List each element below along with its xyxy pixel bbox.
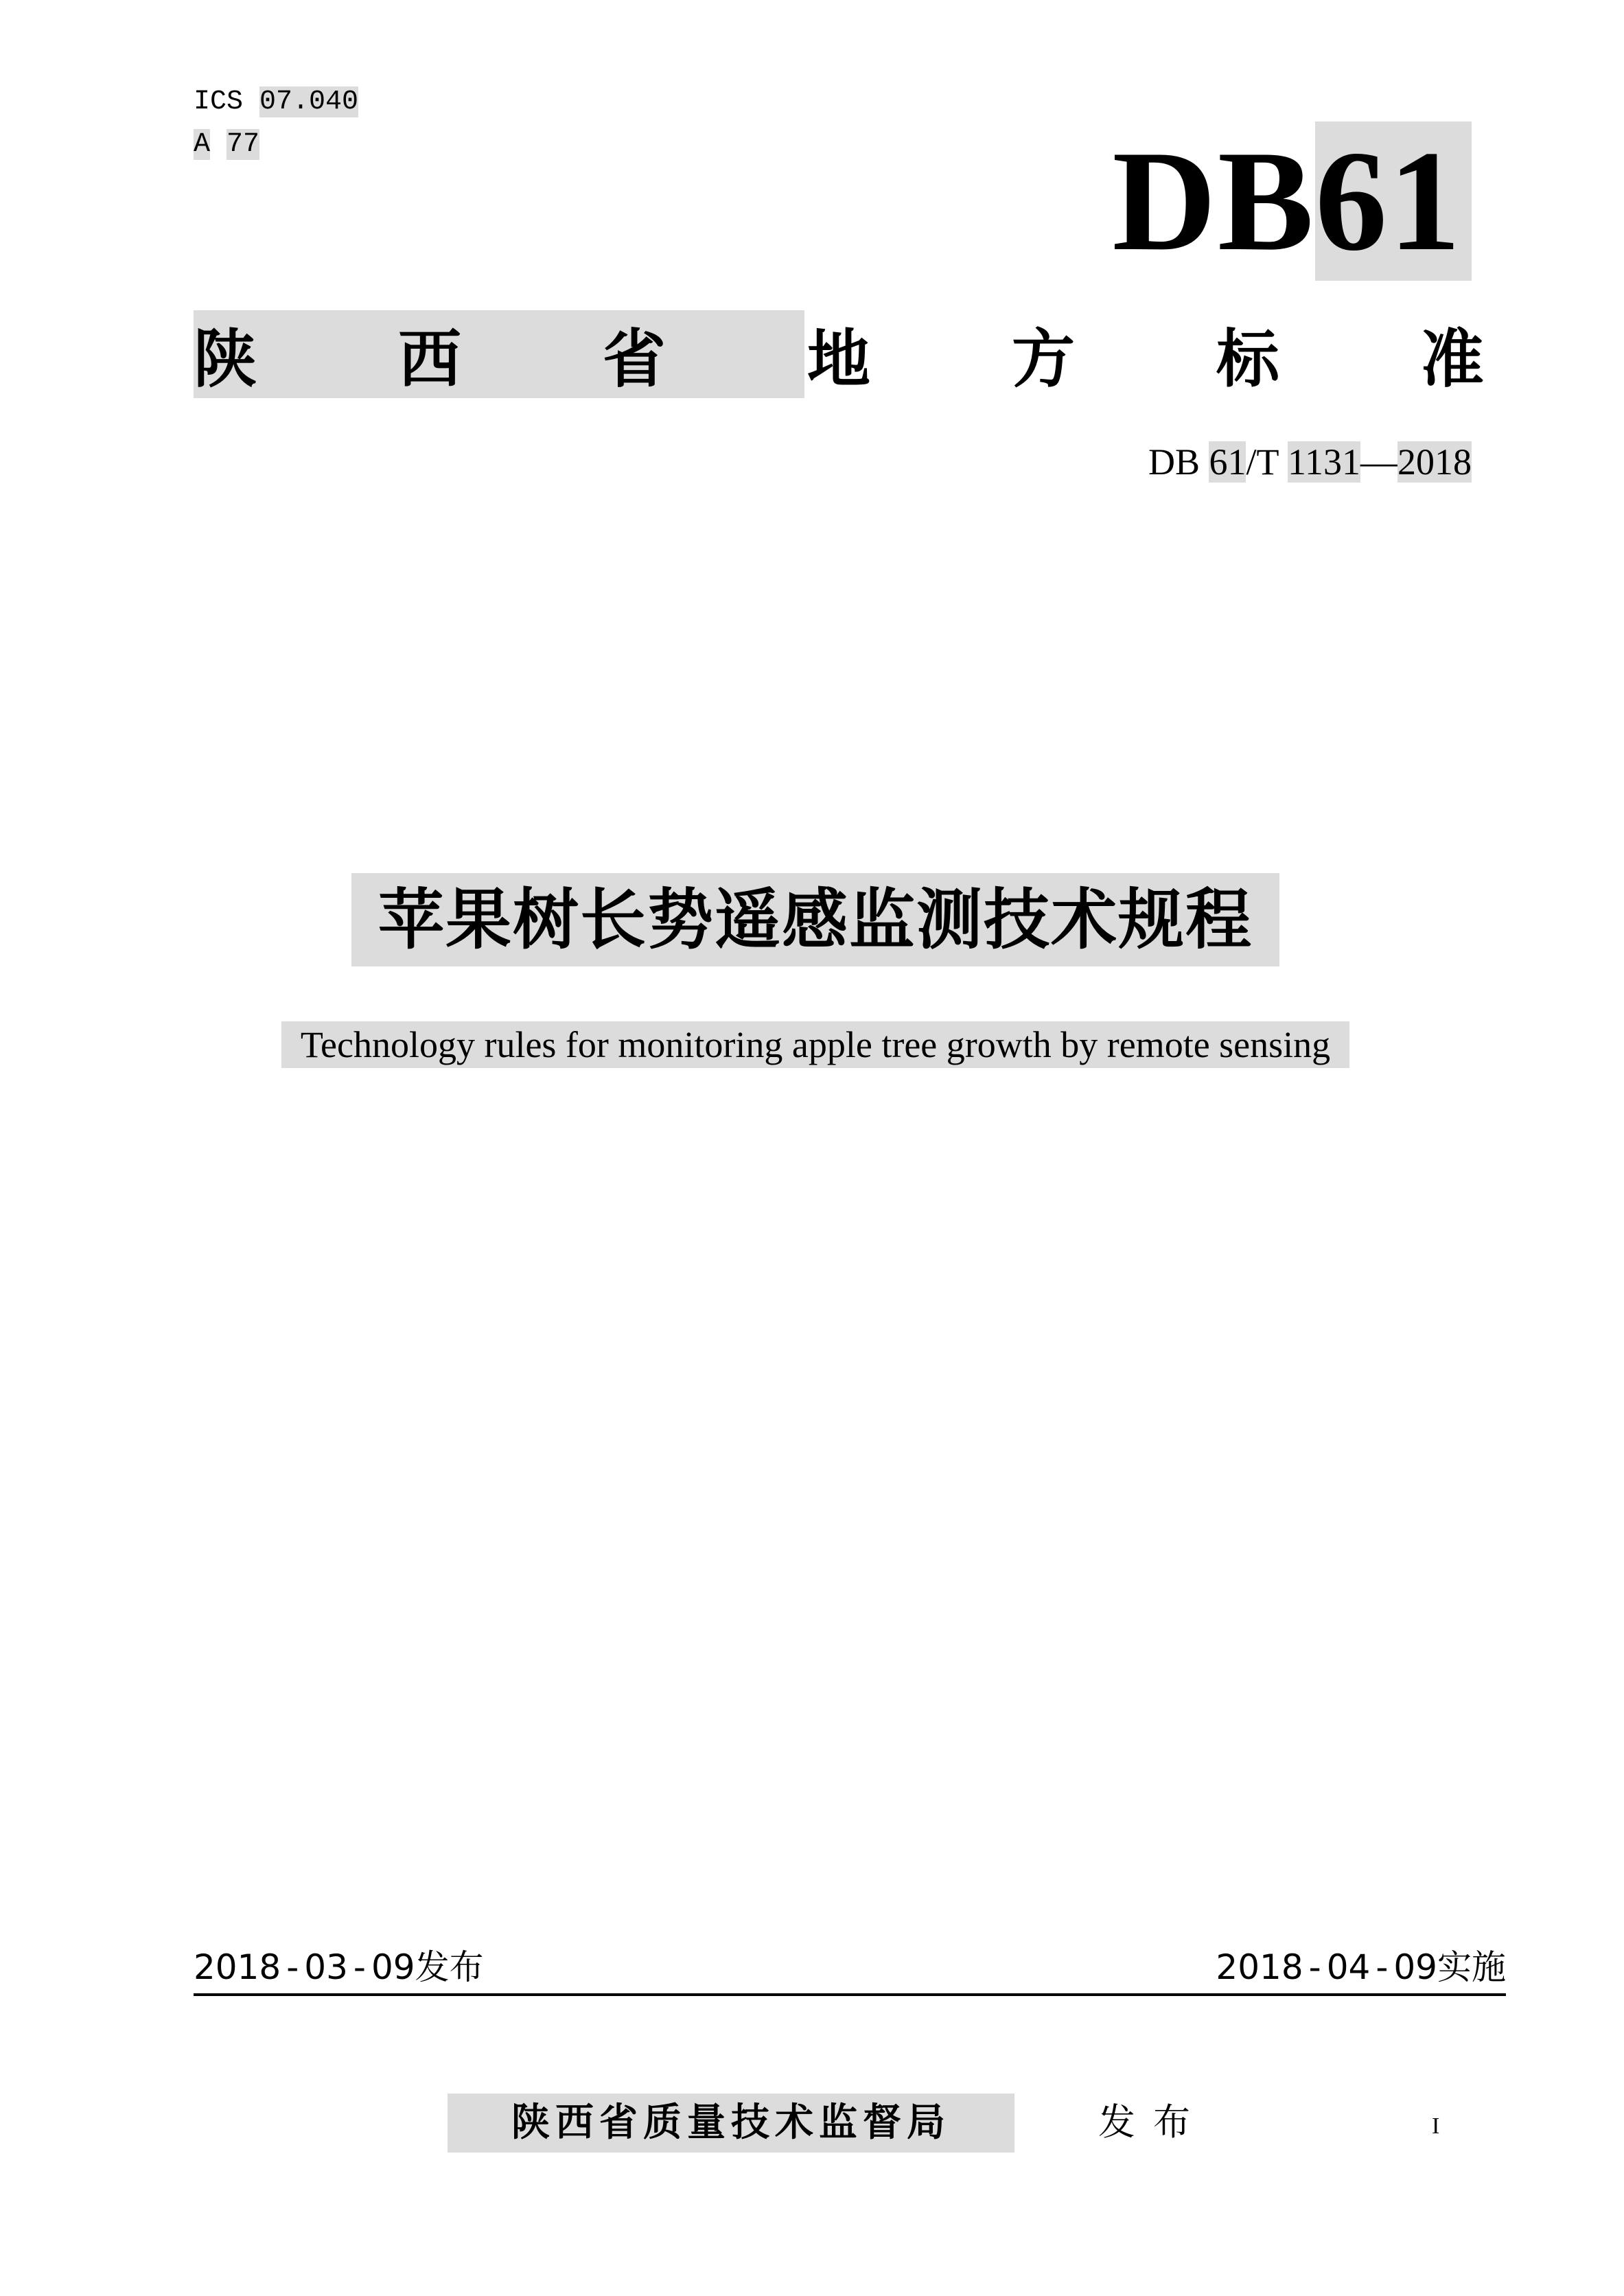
publish-day: 09 [371,1947,415,1987]
standard-type-heading [194,310,1484,398]
standard-number [1148,438,1472,486]
publish-suffix: 发布 [415,1947,484,1987]
db-number: 61 [1315,121,1472,281]
date-separator: - [1376,1947,1389,1987]
dates-row [194,1944,1506,1996]
implement-month: 04 [1326,1947,1371,1987]
std-province: 61 [1209,441,1246,483]
standard-type-char: 准 [1420,323,1484,396]
publish-month: 03 [304,1947,348,1987]
publish-year: 2018 [194,1947,281,1987]
issue-action: 发布 [1098,2100,1208,2144]
db-mark [1112,122,1472,280]
class-letter: A [194,129,211,160]
standard-type-char: 西 [397,323,461,396]
class-line [194,124,358,166]
publish-date [194,1944,484,1991]
class-code: 77 [227,129,260,160]
implement-suffix: 实施 [1437,1947,1506,1987]
ics-label: ICS [194,86,244,117]
issuing-authority: 陕西省质量技术监督局 [448,2094,1014,2153]
implement-day: 09 [1393,1947,1437,1987]
std-year: 2018 [1397,441,1472,483]
db-prefix: DB [1112,121,1315,281]
std-type-code: /T [1246,441,1279,483]
date-separator: - [1308,1947,1321,1987]
date-separator: - [286,1947,299,1987]
standard-type-char: 标 [1216,323,1279,396]
implement-date [1216,1944,1506,1991]
std-dash: — [1360,441,1397,483]
document-title-chinese: 苹果树长势遥感监测技术规程 [351,873,1279,966]
ics-code: 07.040 [259,86,359,117]
standard-type-char: 陕 [194,323,257,396]
document-title-english: Technology rules for monitoring apple tree growth by remote sensing [281,1021,1349,1068]
standard-type-char: 方 [1011,323,1075,396]
implement-year: 2018 [1216,1947,1303,1987]
page-number: I [1432,2113,1440,2139]
ics-line [194,81,358,124]
classification-codes [194,81,358,166]
std-db: DB [1148,441,1200,483]
date-separator: - [353,1947,366,1987]
standard-type-char: 地 [807,323,870,396]
std-serial: 1131 [1288,441,1360,483]
standard-type-char: 省 [602,323,666,396]
